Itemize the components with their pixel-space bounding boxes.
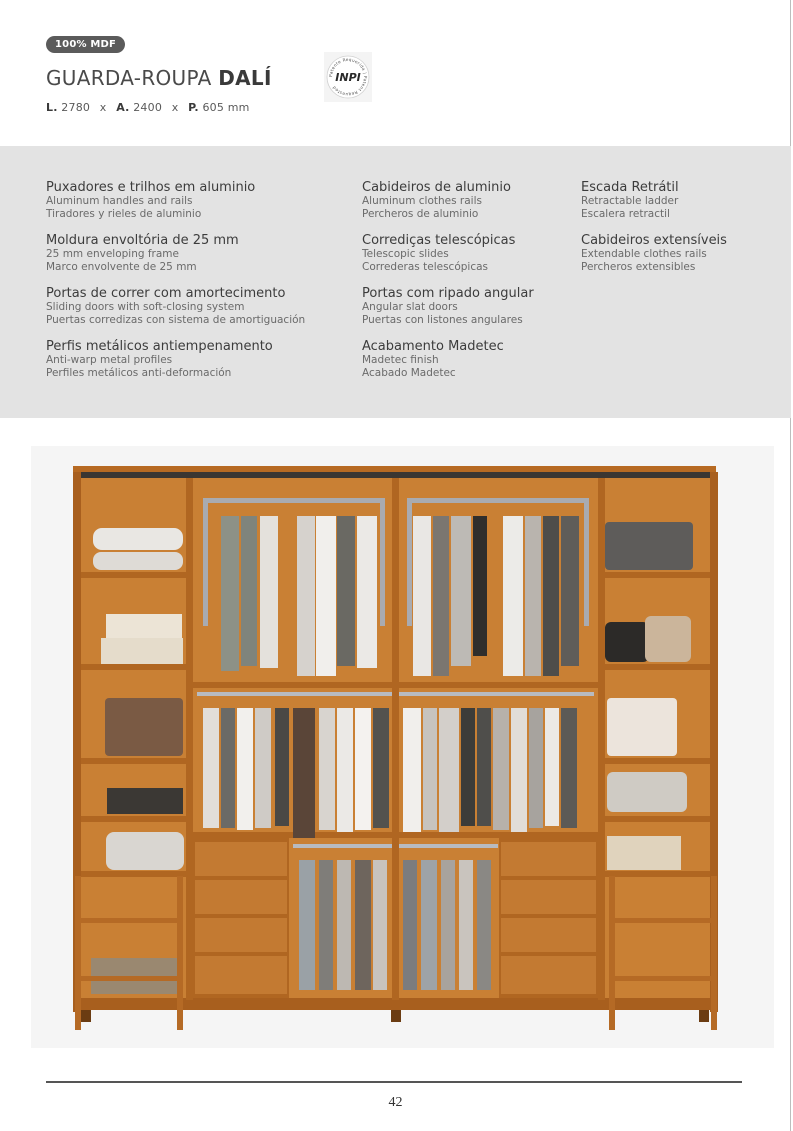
dim-sep-2: x bbox=[171, 101, 179, 114]
feature-item bbox=[46, 233, 305, 286]
feature-english: 25 mm enveloping frame bbox=[46, 248, 179, 260]
inpi-patent-seal bbox=[324, 52, 372, 102]
dim-p-value: 605 mm bbox=[202, 101, 250, 114]
feature-spanish: Perfiles metálicos anti-deformación bbox=[46, 367, 232, 379]
material-badge: 100% MDF bbox=[46, 36, 125, 53]
dim-l-label: L. bbox=[46, 101, 58, 114]
feature-title: Portas com ripado angular bbox=[362, 286, 534, 301]
dim-l-value: 2780 bbox=[61, 101, 91, 114]
product-title-name: DALÍ bbox=[218, 66, 272, 90]
feature-english: Sliding doors with soft-closing system bbox=[46, 301, 245, 313]
page-number: 42 bbox=[388, 1095, 403, 1110]
feature-title: Cabideiros de aluminio bbox=[362, 180, 511, 195]
feature-english: Angular slat doors bbox=[362, 301, 458, 313]
features-column-3 bbox=[581, 180, 727, 286]
feature-english: Madetec finish bbox=[362, 354, 439, 366]
feature-english: Telescopic slides bbox=[362, 248, 449, 260]
feature-english: Aluminum clothes rails bbox=[362, 195, 482, 207]
feature-title: Moldura envoltória de 25 mm bbox=[46, 233, 239, 248]
feature-title: Perfis metálicos antiempenamento bbox=[46, 339, 273, 354]
seal-ring-text: Patente Requerida | Patent Requested bbox=[327, 56, 369, 98]
feature-item bbox=[362, 286, 534, 339]
feature-spanish: Escalera retractil bbox=[581, 208, 670, 220]
feature-title: Portas de correr com amortecimento bbox=[46, 286, 286, 301]
feature-title: Acabamento Madetec bbox=[362, 339, 504, 354]
dim-a-value: 2400 bbox=[133, 101, 163, 114]
feature-item bbox=[581, 180, 727, 233]
features-column-2 bbox=[362, 180, 534, 392]
product-title bbox=[46, 66, 272, 90]
dim-sep-1: x bbox=[99, 101, 107, 114]
feature-english: Anti-warp metal profiles bbox=[46, 354, 173, 366]
features-column-1 bbox=[46, 180, 305, 392]
feature-english: Aluminum handles and rails bbox=[46, 195, 193, 207]
dim-p-label: P. bbox=[188, 101, 199, 114]
seal-logo-text: INPI bbox=[335, 71, 361, 84]
feature-spanish: Percheros de aluminio bbox=[362, 208, 479, 220]
dim-a-label: A. bbox=[116, 101, 130, 114]
feature-item bbox=[362, 180, 534, 233]
feature-item bbox=[46, 339, 305, 392]
feature-title: Corrediças telescópicas bbox=[362, 233, 516, 248]
feature-title: Puxadores e trilhos em aluminio bbox=[46, 180, 256, 195]
feature-spanish: Tiradores y rieles de aluminio bbox=[46, 208, 202, 220]
feature-item bbox=[46, 180, 305, 233]
feature-item bbox=[581, 233, 727, 286]
feature-title: Escada Retrátil bbox=[581, 180, 679, 195]
features-panel bbox=[0, 146, 791, 418]
feature-spanish: Puertas corredizas con sistema de amortiguación bbox=[46, 314, 306, 326]
feature-item bbox=[46, 286, 305, 339]
wardrobe-illustration bbox=[31, 446, 774, 1048]
feature-spanish: Puertas con listones angulares bbox=[362, 314, 523, 326]
dimensions-line bbox=[46, 101, 250, 114]
footer-divider bbox=[46, 1081, 742, 1083]
feature-item bbox=[362, 339, 534, 392]
feature-spanish: Marco envolvente de 25 mm bbox=[46, 261, 197, 273]
feature-title: Cabideiros extensíveis bbox=[581, 233, 727, 248]
product-title-prefix: GUARDA-ROUPA bbox=[46, 66, 212, 90]
feature-english: Extendable clothes rails bbox=[581, 248, 707, 260]
feature-spanish: Acabado Madetec bbox=[362, 367, 456, 379]
feature-spanish: Correderas telescópicas bbox=[362, 261, 488, 273]
feature-spanish: Percheros extensibles bbox=[581, 261, 696, 273]
feature-english: Retractable ladder bbox=[581, 195, 679, 207]
feature-item bbox=[362, 233, 534, 286]
wardrobe-product-photo bbox=[31, 446, 774, 1048]
